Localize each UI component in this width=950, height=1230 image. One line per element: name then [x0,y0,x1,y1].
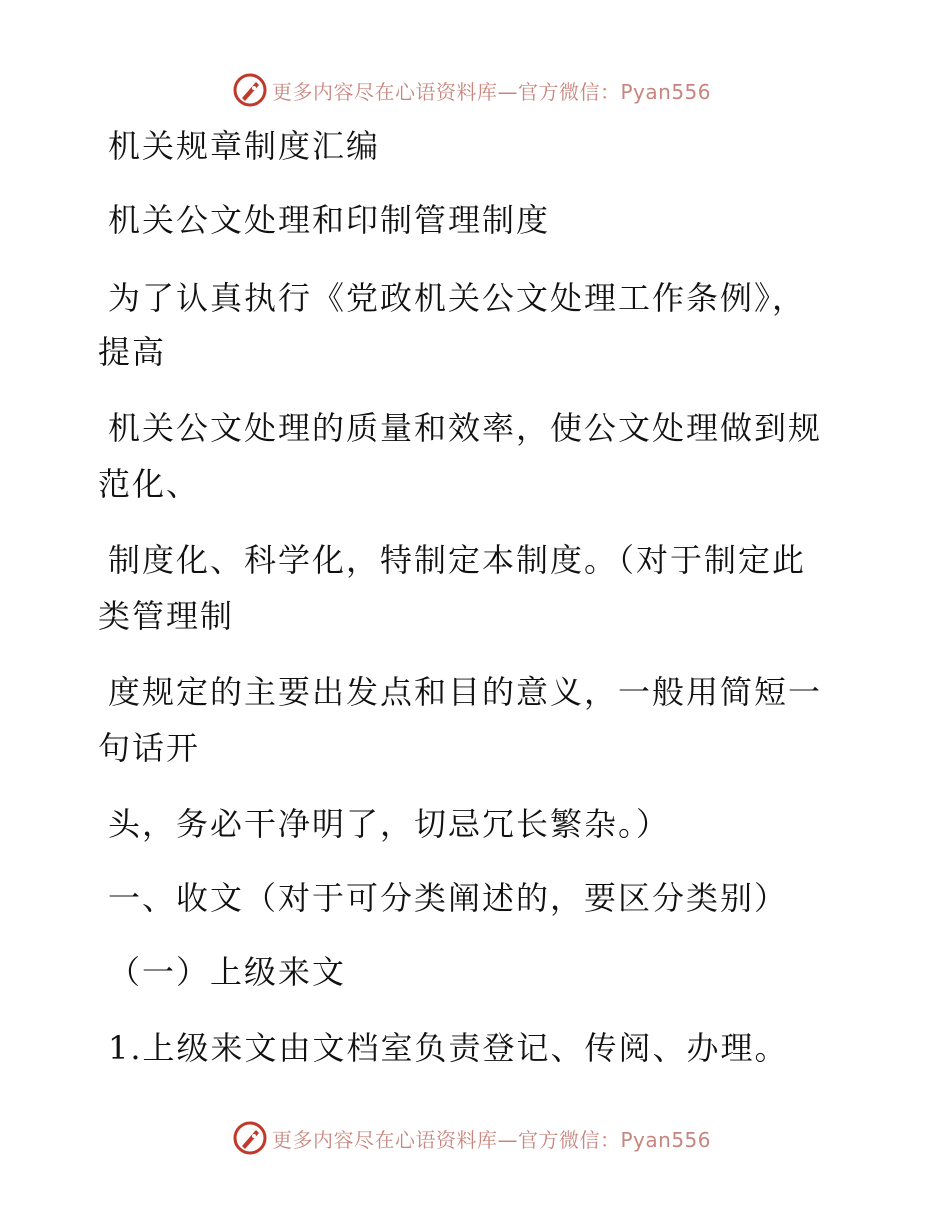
header-banner [232,70,732,110]
paragraph-line: 句话开 [98,729,201,767]
paragraph-line: 为了认真执行《党政机关公文处理工作条例》， [108,279,807,317]
pen-nib-circle-icon [232,72,268,108]
paragraph-line: 提高 [98,333,167,371]
document-title: 机关规章制度汇编 [108,127,381,165]
section-title: 机关公文处理和印制管理制度 [108,201,551,239]
paragraph-line: 机关公文处理的质量和效率，使公文处理做到规 [108,409,823,447]
paragraph-line: 度规定的主要出发点和目的意义，一般用简短一 [108,673,823,711]
paragraph-line: 类管理制 [98,597,235,635]
banner-text: 更多内容尽在心语资料库—官方微信：Pyan556 [272,79,712,104]
banner-text: 更多内容尽在心语资料库—官方微信：Pyan556 [272,1127,712,1152]
paragraph-line: 范化、 [98,465,201,503]
footer-banner [232,1118,732,1158]
paragraph-line: 头，务必干净明了，切忌冗长繁杂。） [108,805,671,843]
heading-level-1: 一、收文（对于可分类阐述的，要区分类别） [108,879,789,917]
heading-level-2: （一）上级来文 [108,953,347,991]
pen-nib-circle-icon [232,1120,268,1156]
paragraph-line: 制度化、科学化，特制定本制度。（对于制定此 [108,541,807,579]
list-item: 1.上级来文由文档室负责登记、传阅、办理。 [108,1029,789,1067]
